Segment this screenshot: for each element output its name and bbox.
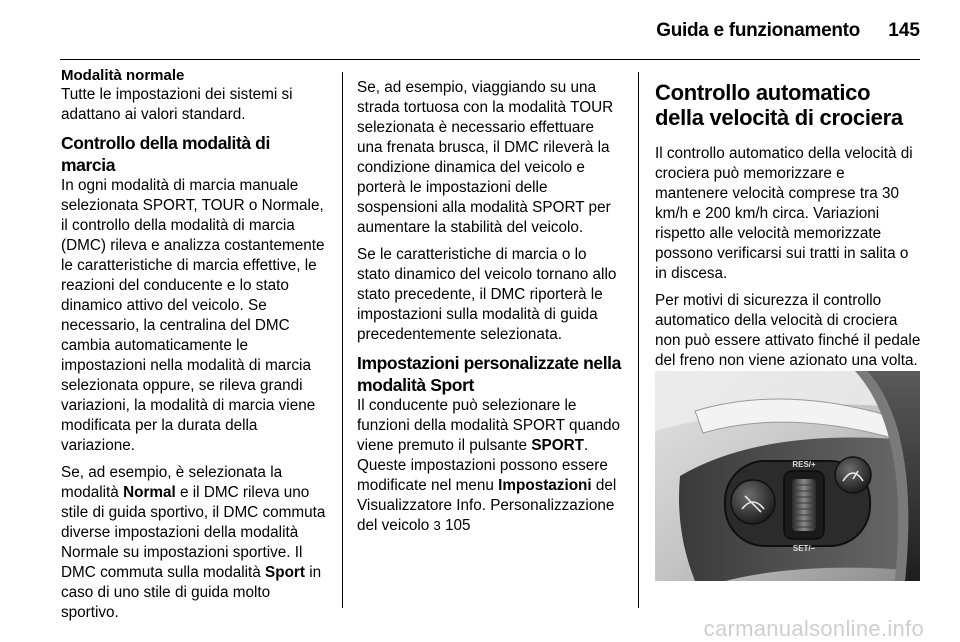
section-heading: Modalità normale — [61, 67, 185, 84]
page-reference-icon: 3 — [433, 518, 441, 533]
paragraph: In ogni modalità di marcia manuale selezionata SPORT, TOUR o Normale, il controllo della modalità di marcia (DMC) rileva e analizza costantemente le caratteristiche di marcia effettive, le reazioni del conducente e lo stato dinamico attivo del veicolo. Se necessario, la centralina del DMC cambia automaticamente le impostazioni nella modalità di marcia selezionata oppure, se rileva grandi variazioni, la modalità di marcia viene modificata per la durata della variazione. — [61, 177, 325, 454]
column-2 — [357, 78, 623, 543]
res-label: RES/+ — [792, 460, 816, 469]
column-1 — [61, 66, 327, 630]
emphasis: Normal — [123, 484, 176, 501]
page-number: 145 — [888, 20, 920, 41]
paragraph: Se, ad esempio, è selezionata la modalità Normal e il DMC rileva uno stile di guida sportivo, il DMC commuta diverse impostazioni della modalità Normale su impostazioni sportive. Il DMC commuta sulla modalità Sport in caso di uno stile di guida molto sportivo. — [61, 464, 326, 621]
column-divider — [342, 72, 343, 608]
paragraph: Se le caratteristiche di marcia o lo stato dinamico del veicolo tornano allo stato precedente, il DMC riporterà le impostazioni sulla modalità di guida precedentemente selezionata. — [357, 246, 617, 343]
section-heading: Controllo della modalità di marcia — [61, 133, 270, 175]
header-rule — [60, 59, 920, 60]
emphasis: SPORT — [531, 437, 585, 454]
cruise-control-photo — [655, 371, 920, 581]
paragraph: Tutte le impostazioni dei sistemi si adattano ai valori standard. — [61, 86, 293, 123]
section-heading: Impostazioni personalizzate nella modalità Sport — [357, 353, 621, 395]
paragraph: Se, ad esempio, viaggiando su una strada tortuosa con la modalità TOUR selezionata è necessario effettuare una frenata brusca, il DMC rileverà la condizione dinamica del veicolo e porterà le impostazioni delle sospensioni alla modalità SPORT per aumentare la stabilità del veicolo. — [357, 79, 614, 236]
chapter-title: Controllo automatico della velocità di crociera — [655, 80, 903, 130]
paragraph: Per motivi di sicurezza il controllo automatico della velocità di crociera non può essere attivato finché il pedale del freno non viene azionato una volta. — [655, 292, 921, 369]
emphasis: Impostazioni — [498, 477, 592, 494]
set-label: SET/– — [792, 544, 816, 553]
watermark: carmanualsonline.info — [703, 616, 924, 641]
page-reference[interactable]: 105 — [440, 517, 471, 534]
running-header-title: Guida e funzionamento — [656, 20, 860, 41]
paragraph: Il conducente può selezionare le funzioni della modalità SPORT quando viene premuto il pulsante SPORT. Queste impostazioni possono essere modificate nel menu Impostazioni del Visualizzatore Info. Personalizzazione del veicolo 3 105 — [357, 397, 621, 534]
paragraph: Il controllo automatico della velocità di crociera può memorizzare e mantenere velocità comprese tra 30 km/h e 200 km/h circa. Variazioni rispetto alle velocità memorizzate possono verificarsi sui tratti in salita o in discesa. — [655, 145, 913, 282]
column-3 — [655, 80, 921, 378]
emphasis: Sport — [265, 564, 305, 581]
column-divider — [638, 72, 639, 608]
